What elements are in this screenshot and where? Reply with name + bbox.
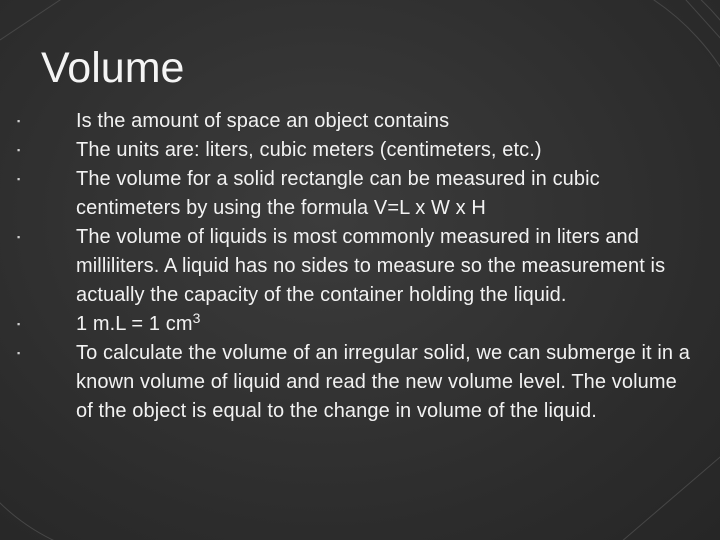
- bullet-text: Is the amount of space an object contains: [76, 110, 450, 132]
- bullet-text: The volume for a solid rectangle can be measured in cubic centimeters by using the formula V=L x W x H: [76, 168, 600, 219]
- bullet-item: [17, 136, 697, 165]
- bullet-text: The units are: liters, cubic meters (centimeters, etc.): [76, 139, 542, 161]
- bullet-text: 1 m.L = 1 cm: [76, 313, 193, 335]
- bullet-list: [17, 107, 697, 426]
- decorative-arc: [0, 0, 90, 40]
- decorative-arc: [0, 480, 140, 540]
- bullet-item: [17, 339, 697, 426]
- bullet-item: [17, 223, 697, 310]
- superscript-exponent: 3: [192, 310, 201, 326]
- bullet-marker-icon: ▪: [17, 145, 21, 155]
- bullet-item: [17, 310, 697, 339]
- slide-title: Volume: [41, 44, 185, 92]
- bullet-text: The volume of liquids is most commonly measured in liters and milliliters. A liquid has no sides to measure so the measurement is actually the capacity of the container holding the liquid.: [76, 226, 666, 306]
- decorative-arc: [600, 440, 720, 540]
- decorative-arc: [650, 0, 720, 60]
- bullet-item: [17, 107, 697, 136]
- bullet-marker-icon: ▪: [17, 319, 21, 329]
- bullet-marker-icon: ▪: [17, 348, 21, 358]
- bullet-marker-icon: ▪: [17, 232, 21, 242]
- bullet-marker-icon: ▪: [17, 174, 21, 184]
- bullet-text: To calculate the volume of an irregular solid, we can submerge it in a known volume of liquid and read the new volume level. The volume of the object is equal to the change in volume of the liquid.: [76, 342, 690, 422]
- bullet-marker-icon: ▪: [17, 116, 21, 126]
- bullet-item: [17, 165, 697, 223]
